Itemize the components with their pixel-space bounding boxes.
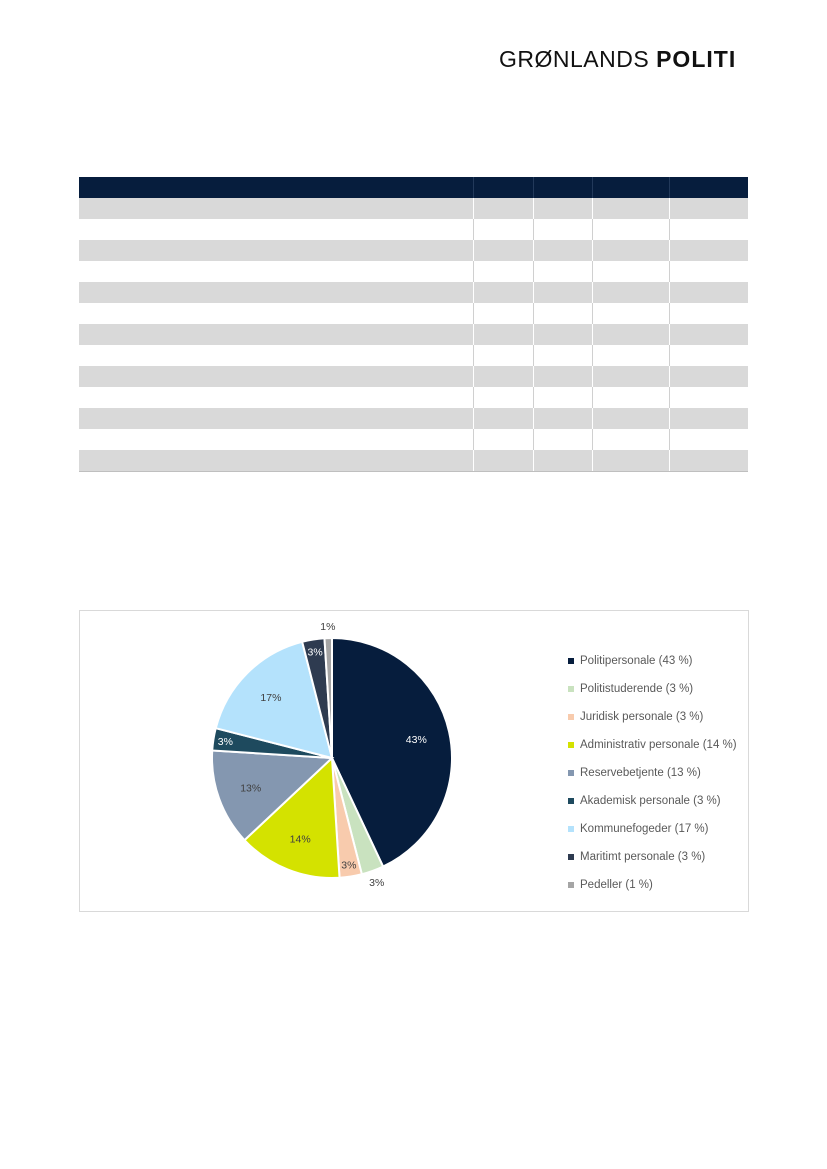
legend-swatch (568, 854, 574, 860)
table-row (79, 261, 748, 282)
legend-swatch (568, 658, 574, 664)
table-row (79, 450, 748, 472)
table-cell (79, 450, 473, 472)
legend-item (568, 759, 737, 787)
table-cell (669, 198, 748, 219)
table-cell (79, 429, 473, 450)
table-cell (592, 282, 669, 303)
table-cell (669, 387, 748, 408)
table-cell (473, 450, 533, 472)
legend-label: Reservebetjente (13 %) (580, 767, 701, 779)
table-cell (669, 366, 748, 387)
table-cell (592, 429, 669, 450)
legend-label: Juridisk personale (3 %) (580, 711, 704, 723)
table-header-row (79, 177, 748, 198)
table-cell (669, 345, 748, 366)
table-cell (669, 429, 748, 450)
pie-data-label: 3% (369, 877, 385, 890)
table-cell (473, 345, 533, 366)
table-cell (533, 303, 592, 324)
table-row (79, 345, 748, 366)
table-cell (592, 303, 669, 324)
table-row (79, 324, 748, 345)
logo-text-bold: POLITI (656, 46, 737, 72)
table-cell (669, 261, 748, 282)
legend-swatch (568, 770, 574, 776)
legend-swatch (568, 742, 574, 748)
table-cell (669, 282, 748, 303)
table-cell (533, 261, 592, 282)
table-row (79, 429, 748, 450)
legend-swatch (568, 826, 574, 832)
pie-data-label: 1% (320, 621, 336, 634)
table-cell (592, 219, 669, 240)
table-cell (669, 450, 748, 472)
legend-item (568, 647, 737, 675)
table-row (79, 219, 748, 240)
table-cell (533, 282, 592, 303)
table-cell (533, 324, 592, 345)
pie-data-label: 43% (405, 734, 427, 747)
table-row (79, 282, 748, 303)
table-cell (533, 387, 592, 408)
table-cell (79, 387, 473, 408)
table-row (79, 408, 748, 429)
legend-item (568, 843, 737, 871)
table-cell (669, 303, 748, 324)
table-cell (473, 387, 533, 408)
table-cell (79, 261, 473, 282)
legend-label: Administrativ personale (14 %) (580, 739, 737, 751)
table-cell (592, 261, 669, 282)
table-row (79, 198, 748, 219)
table-cell (473, 240, 533, 261)
table-cell (592, 450, 669, 472)
table-cell (473, 303, 533, 324)
table-cell (533, 366, 592, 387)
logo-text-light: GRØNLANDS (499, 46, 650, 72)
staff-table (79, 177, 748, 472)
legend-label: Akademisk personale (3 %) (580, 795, 721, 807)
table-cell (473, 324, 533, 345)
table-cell (79, 408, 473, 429)
pie-data-label: 14% (289, 833, 311, 846)
table-cell (669, 219, 748, 240)
gronlands-politi-logo (499, 46, 749, 76)
table-cell (592, 366, 669, 387)
table-cell (473, 219, 533, 240)
legend-swatch (568, 798, 574, 804)
table-cell (592, 387, 669, 408)
table-cell (533, 345, 592, 366)
table-row (79, 387, 748, 408)
legend-item (568, 675, 737, 703)
table-cell (669, 240, 748, 261)
table-cell (473, 366, 533, 387)
table-cell (79, 324, 473, 345)
table-header-cell (79, 177, 473, 198)
table-cell (473, 282, 533, 303)
legend-item (568, 815, 737, 843)
table-cell (592, 408, 669, 429)
table-cell (533, 429, 592, 450)
table-cell (533, 240, 592, 261)
table-cell (79, 198, 473, 219)
legend-label: Pedeller (1 %) (580, 879, 653, 891)
table-cell (533, 219, 592, 240)
table-cell (79, 240, 473, 261)
pie-data-label: 3% (217, 736, 233, 749)
table-cell (669, 408, 748, 429)
table-cell (473, 198, 533, 219)
chart-legend (568, 647, 737, 899)
table-cell (473, 261, 533, 282)
table-cell (669, 324, 748, 345)
legend-swatch (568, 686, 574, 692)
table-cell (79, 219, 473, 240)
table-header-cell (473, 177, 533, 198)
table-row (79, 240, 748, 261)
pie-data-label: 13% (240, 782, 262, 795)
table-cell (79, 366, 473, 387)
table-cell (79, 345, 473, 366)
table-cell (592, 324, 669, 345)
table-cell (473, 429, 533, 450)
legend-item (568, 731, 737, 759)
table-cell (533, 450, 592, 472)
legend-label: Maritimt personale (3 %) (580, 851, 706, 863)
table-header-cell (533, 177, 592, 198)
table-cell (592, 240, 669, 261)
pie-data-label: 17% (260, 691, 282, 704)
legend-label: Kommunefogeder (17 %) (580, 823, 709, 835)
table-header-cell (669, 177, 748, 198)
table-header-cell (592, 177, 669, 198)
legend-item (568, 787, 737, 815)
legend-item (568, 871, 737, 899)
table-cell (79, 303, 473, 324)
table-row (79, 303, 748, 324)
legend-swatch (568, 882, 574, 888)
table-cell (533, 198, 592, 219)
table-cell (79, 282, 473, 303)
table-cell (473, 408, 533, 429)
legend-item (568, 703, 737, 731)
legend-label: Politipersonale (43 %) (580, 655, 693, 667)
table-cell (533, 408, 592, 429)
legend-swatch (568, 714, 574, 720)
pie-data-label: 3% (307, 646, 323, 659)
table-cell (592, 345, 669, 366)
pie-data-label: 3% (341, 859, 357, 872)
table-row (79, 366, 748, 387)
table-cell (592, 198, 669, 219)
legend-label: Politistuderende (3 %) (580, 683, 694, 695)
pie-chart-frame (79, 610, 749, 912)
